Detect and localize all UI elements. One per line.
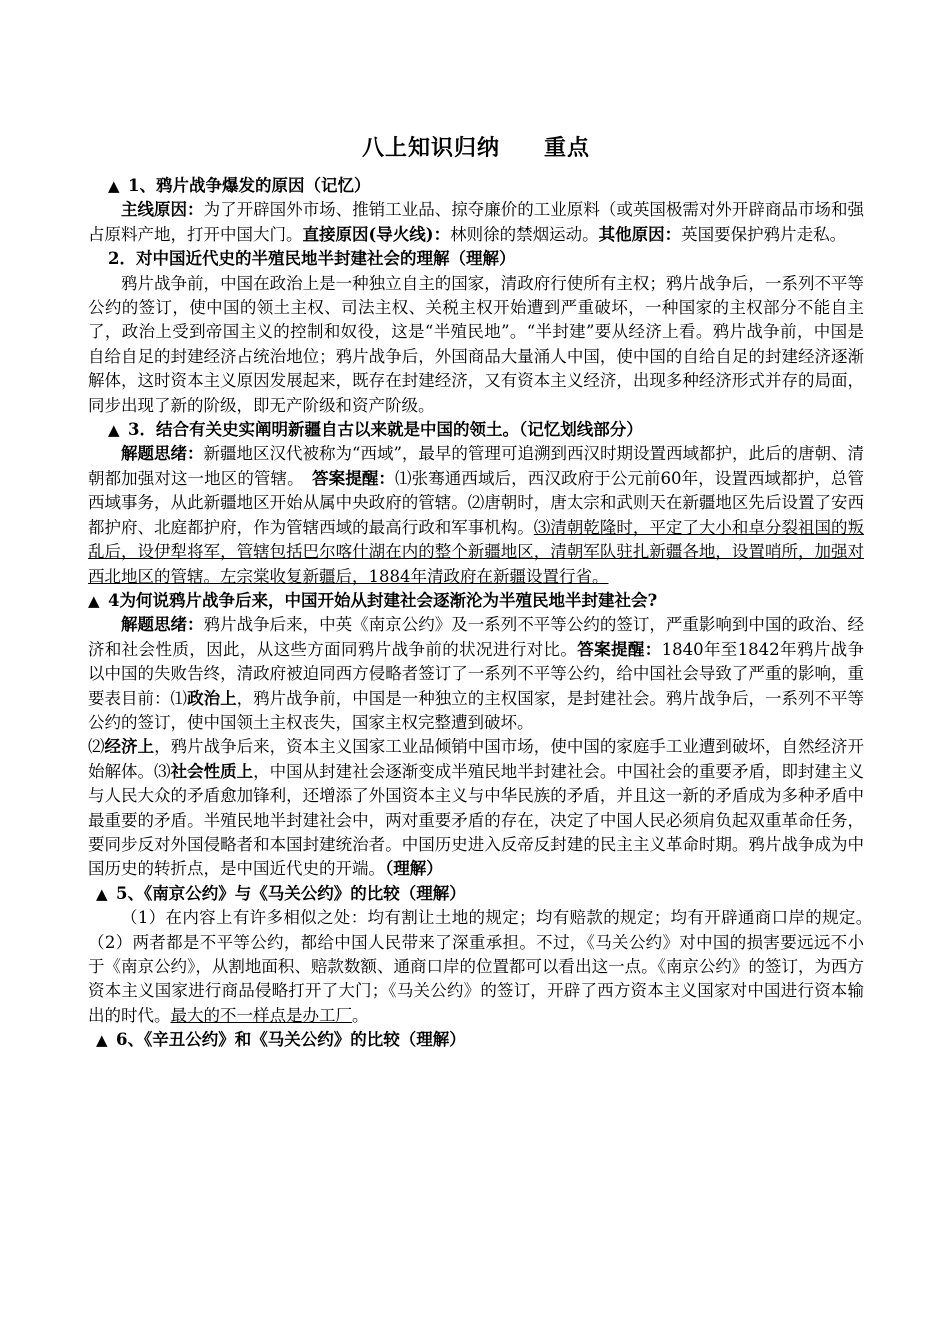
section-4-body: 解题思绪：鸦片战争后来，中英《南京公约》及一系列不平等公约的签订，严重影响到中国的政治、经济和社会性质，因此，从这些方面同鸦片战争前的状况进行对比。答案提醒：1840年至1842年鸦片战争以中国的失败告终，清政府被迫同西方侵略者签订了一系列不平等公约，给中国社会导致了严重的影响，重要表目前：⑴政治上，鸦片战争前，中国是一种独立的主权国家，是封建社会。鸦片战争后，一系列不平等公约的签订，使中国领土主权丧失，国家主权完整遭到破坏。 [88, 615, 865, 732]
triangle-bullet-icon: ▲ [96, 884, 108, 903]
underlined-key-point: ⑶清朝乾隆时，平定了大小和卓分裂祖国的叛乱后，设伊犁将军，管辖包括巴尔喀什湖在内的整个新疆地区，清朝军队驻扎新疆各地，设置哨所，加强对西北地区的管辖。左宗棠收复新疆后，1884年清政府在新疆设置行省。 [88, 517, 865, 586]
title-main: 八上知识归纳 [361, 136, 500, 161]
section-2-heading: 2．对中国近代史的半殖民地半封建社会的理解（理解） [108, 249, 516, 269]
page-title [88, 134, 864, 164]
section-3-body: 解题思绪：新疆地区汉代被称为“西域”，最早的管理可追溯到西汉时期设置西域都护，此后的唐朝、清朝都加强对这一地区的管辖。 答案提醒：⑴张骞通西域后，西汉政府于公元前60年，设置西域都护，总管西域事务，从此新疆地区开始从属中央政府的管辖。⑵唐朝时，唐太宗和武则天在新疆地区先后设置了安西都护府、北庭都护府，作为管辖西域的最高行政和军事机构。⑶清朝乾隆时，平定了大小和卓分裂祖国的叛乱后，设伊犁将军，管辖包括巴尔喀什湖在内的整个新疆地区，清朝军队驻扎新疆各地，设置哨所，加强对西北地区的管辖。左宗棠收复新疆后，1884年清政府在新疆设置行省。 [88, 444, 865, 586]
section-2-body: 鸦片战争前，中国在政治上是一种独立自主的国家，清政府行使所有主权；鸦片战争后，一系列不平等公约的签订，使中国的领土主权、司法主权、关税主权开始遭到严重破坏，一种国家的主权部分不能自主了，政治上受到帝国主义的控制和奴役，这是“半殖民地”。“半封建”要从经济上看。鸦片战争前，中国是自给自足的封建经济占统治地位；鸦片战争后，外国商品大量涌人中国，使中国的自给自足的封建经济逐渐解体，这时资本主义原因发展起来，既存在封建经济，又有资本主义经济，出现多种经济形式并存的局面，同步出现了新的阶级，即无产阶级和资产阶级。 [88, 273, 864, 415]
triangle-bullet-icon: ▲ [88, 591, 100, 610]
section-6-heading: ▲ 6、《辛丑公约》和《马关公约》的比较（理解） [88, 1028, 864, 1052]
section-5-body: （1）在内容上有许多相似之处：均有割让土地的规定；均有赔款的规定；均有开辟通商口岸的规定。 （2）两者都是不平等公约，都给中国人民带来了深重承担。不过，《马关公约》对中国的损害要远远不小于《南京公约》，从割地面积、赔款数额、通商口岸的位置都可以看出这一点。《南京公约》的签订，为西方资本主义国家进行商品侵略打开了大门；《马关公约》的签订，开辟了西方资本主义国家对中国进行资本输出的时代。最大的不一样点是办工厂。 [88, 908, 881, 1025]
triangle-bullet-icon: ▲ [108, 421, 120, 440]
document-body [88, 174, 881, 1053]
underlined-key-point: 最大的不一样点是办工厂 [170, 1005, 352, 1025]
title-key: 重点 [544, 136, 591, 161]
section-4-heading: ▲ 4为何说鸦片战争后来，中国开始从封建社会逐渐沦为半殖民地半封建社会? [88, 589, 864, 613]
section-4-body-2: ⑵经济上，鸦片战争后来，资本主义国家工业品倾销中国市场，使中国的家庭手工业遭到破坏，自然经济开始解体。⑶社会性质上，中国从封建社会逐渐变成半殖民地半封建社会。中国社会的重要矛盾，即封建主义与人民大众的矛盾愈加锋利，还增添了外国资本主义与中华民族的矛盾，并且这一新的矛盾成为多种矛盾中最重要的矛盾。半殖民地半封建社会中，两对重要矛盾的存在，决定了中国人民必须肩负起双重革命任务，要同步反对外国侵略者和本国封建统治者。中国历史进入反帝反封建的民主主义革命时期。鸦片战争成为中国历史的转折点，是中国近代史的开端。（理解） [88, 737, 865, 879]
section-1-heading: ▲ 1、鸦片战争爆发的原因（记忆） [88, 174, 864, 198]
triangle-bullet-icon: ▲ [96, 1031, 108, 1050]
section-5-heading: ▲ 5、《南京公约》与《马关公约》的比较（理解） [88, 882, 864, 906]
section-1-body: 主线原因：为了开辟国外市场、推销工业品、掠夺廉价的工业原料（或英国极需对外开辟商品市场和强占原料产地，打开中国大门。直接原因(导火线)：林则徐的禁烟运动。其他原因：英国要保护鸦片走私。 [88, 200, 865, 244]
section-3-heading: ▲ 3．结合有关史实阐明新疆自古以来就是中国的领土。（记忆划线部分） [88, 418, 864, 442]
triangle-bullet-icon: ▲ [108, 177, 120, 195]
